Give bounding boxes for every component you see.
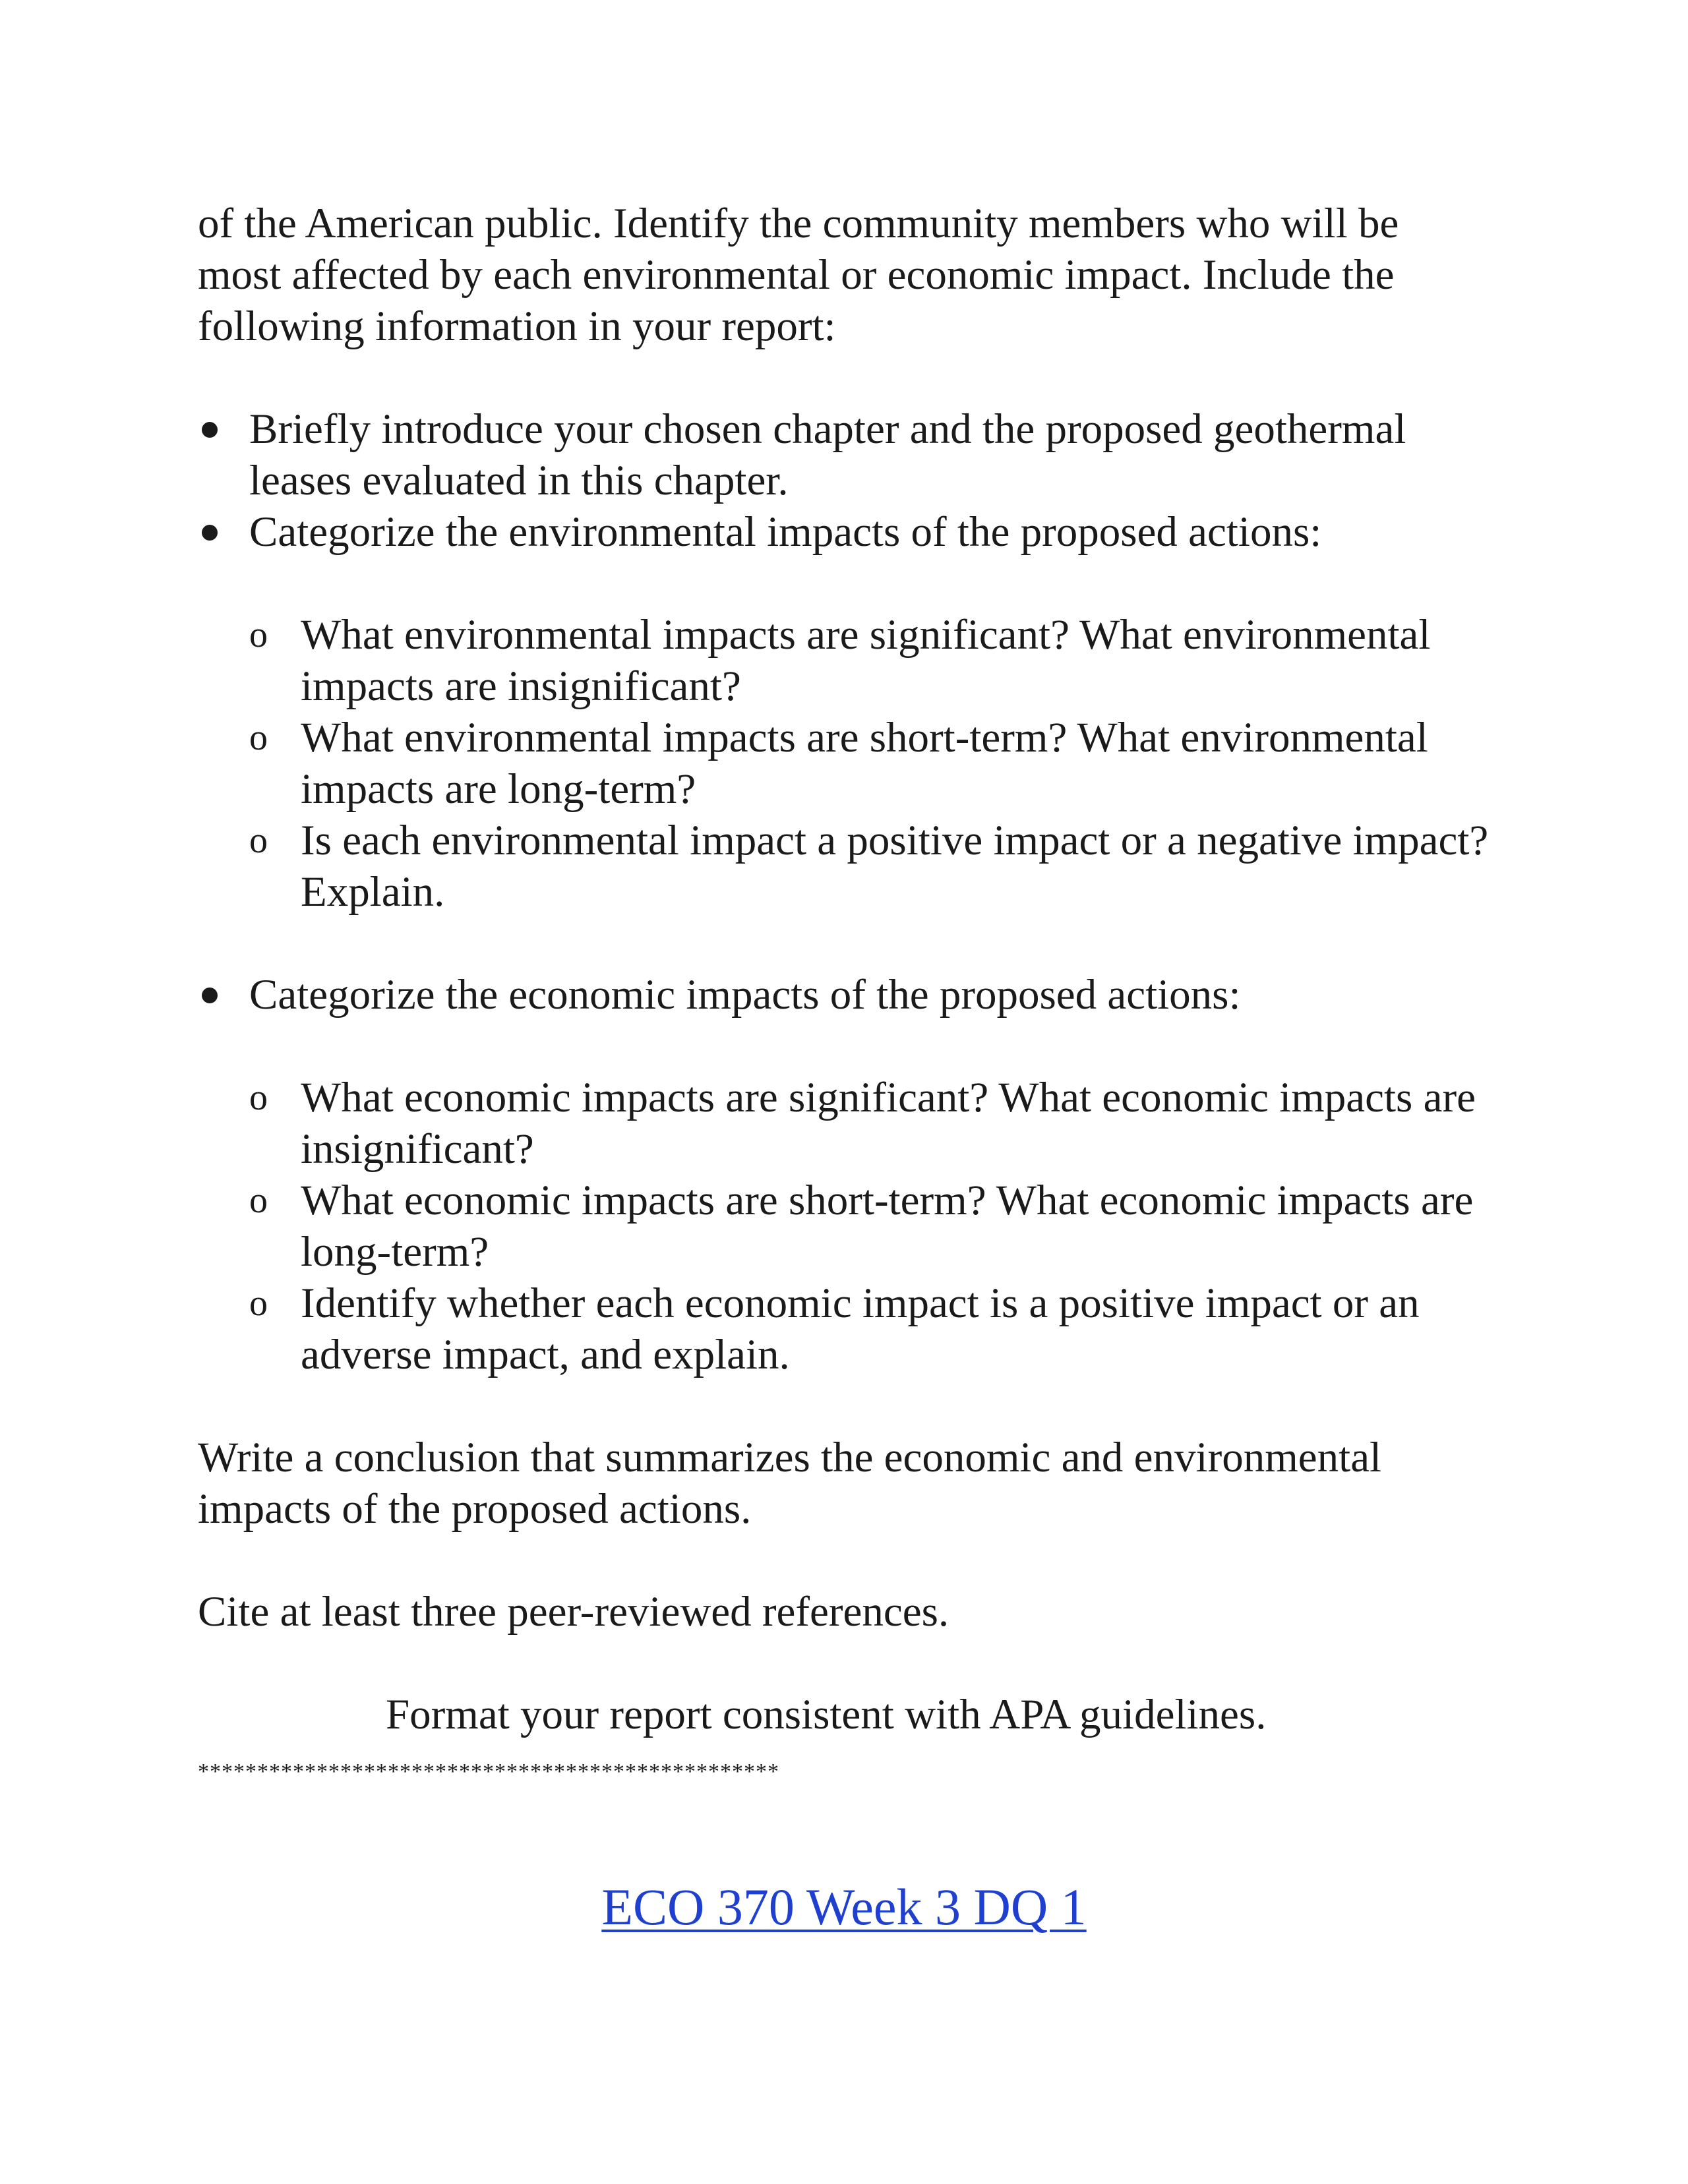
circle-bullet-icon: o [249,820,268,861]
circle-bullet-icon: o [249,1283,268,1324]
bullet-item [198,969,1490,1380]
format-paragraph: Format your report consistent with APA guidelines. [386,1691,1267,1738]
sub-bullet-item [249,712,1490,815]
sub-bullet-list [249,609,1490,918]
sub-bullet-text: What economic impacts are short-term? What economic impacts are long-term? [301,1177,1474,1276]
sub-bullet-text: What environmental impacts are significant? What environmental impacts are insignificant? [301,611,1431,710]
sub-bullet-text: What economic impacts are significant? What economic impacts are insignificant? [301,1074,1476,1173]
circle-bullet-icon: o [249,614,268,655]
sub-bullet-list [249,1072,1490,1380]
bullet-dot-icon [198,403,249,455]
sub-bullet-text: Identify whether each economic impact is a positive impact or an adverse impact, and explain. [301,1280,1420,1378]
separator-line: ************************************************* [198,1759,779,1784]
sub-bullet-item [249,1072,1490,1175]
bullet-dot-icon [198,969,249,1020]
sub-bullet-item [249,1278,1490,1380]
conclusion-paragraph: Write a conclusion that summarizes the economic and environmental impacts of the proposed actions. [198,1434,1382,1533]
cite-paragraph: Cite at least three peer-reviewed references. [198,1588,950,1636]
main-bullet-list [198,403,1490,1380]
circle-bullet-icon: o [249,1077,268,1118]
bullet-text: Briefly introduce your chosen chapter and the proposed geothermal leases evaluated in this chapter. [249,405,1406,504]
bullet-item [198,506,1490,918]
sub-bullet-item [249,815,1490,918]
bullet-item [198,403,1490,506]
bullet-text: Categorize the environmental impacts of the proposed actions: [249,508,1322,556]
sub-bullet-item [249,1175,1490,1278]
document-body [198,198,1490,1785]
sub-bullet-text: What environmental impacts are short-term? What environmental impacts are long-term? [301,714,1428,813]
sub-bullet-item [249,609,1490,712]
circle-bullet-icon: o [249,1180,268,1221]
intro-paragraph: of the American public. Identify the community members who will be most affected by each environmental or economic impact. Include the following information in your report: [198,200,1399,350]
sub-bullet-text: Is each environmental impact a positive impact or a negative impact? Explain. [301,817,1489,916]
link-container [0,1877,1688,1937]
bullet-text: Categorize the economic impacts of the proposed actions: [249,971,1241,1018]
bullet-dot-icon [198,506,249,558]
course-link[interactable]: ECO 370 Week 3 DQ 1 [601,1878,1087,1935]
circle-bullet-icon: o [249,717,268,758]
